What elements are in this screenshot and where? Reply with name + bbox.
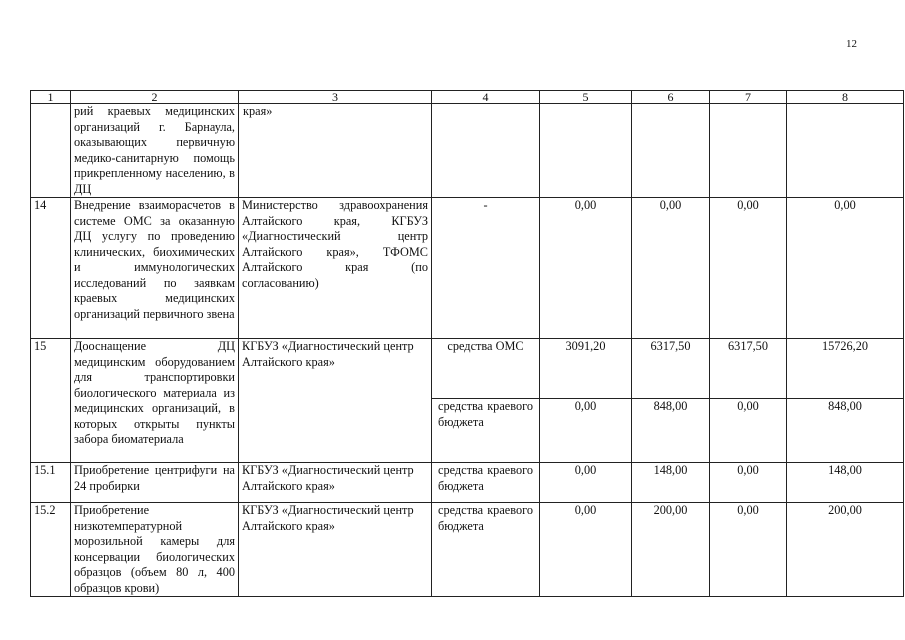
table-row [31,503,904,597]
value-col7: 6317,50 [710,339,787,399]
header-cell: 2 [71,91,239,104]
funding-source: средства ОМС [432,339,540,399]
funding-source [432,463,540,503]
value-col6: 6317,50 [632,339,710,399]
header-cell: 7 [710,91,787,104]
funding-source-text: средства краевого бюджета [438,463,533,493]
row-executor: КГБУЗ «Диагностический центр Алтайского края» [239,339,432,463]
value-col5: 0,00 [540,463,632,503]
value-col8: 148,00 [787,463,904,503]
funding-source: - [432,198,540,339]
value-col5: 3091,20 [540,339,632,399]
row-executor: Министерство здравоохранения Алтайского края, КГБУЗ «Диагностический центр Алтайского края», ТФОМС Алтайского края (по согласованию) [239,198,432,339]
header-cell: 4 [432,91,540,104]
value-col5: 0,00 [540,399,632,463]
empty-cell [787,104,904,198]
row-number: 15 [31,339,71,463]
row-number: 15.1 [31,463,71,503]
table-row [31,198,904,339]
value-col6: 148,00 [632,463,710,503]
value-col5: 0,00 [540,198,632,339]
row-description: Приобретение центрифуги на 24 пробирки [71,463,239,503]
header-cell: 8 [787,91,904,104]
row-executor: КГБУЗ «Диагностический центр Алтайского края» [239,463,432,503]
value-col6: 848,00 [632,399,710,463]
program-table [30,90,904,597]
value-col7: 0,00 [710,399,787,463]
row-executor: КГБУЗ «Диагностический центр Алтайского края» [239,503,432,597]
value-col7: 0,00 [710,463,787,503]
value-col6: 0,00 [632,198,710,339]
funding-source-text: средства краевого бюджета [438,399,533,429]
row-description: Дооснащение ДЦ медицинским оборудованием для транспортировки биологического материала из медицинских организаций, в которых открыты пункты забора биоматериала [71,339,239,463]
value-col8: 0,00 [787,198,904,339]
table-row [31,339,904,399]
row-description: рий краевых медицинских организаций г. Барнаула, оказывающих первичную медико-санитарную помощь прикрепленному населению, в ДЦ [71,104,239,198]
empty-cell [632,104,710,198]
header-cell: 6 [632,91,710,104]
row-description: Внедрение взаиморасчетов в системе ОМС за оказанную ДЦ услугу по проведению клинических, биохимических и иммунологических исследований по заявкам краевых медицинских организаций первичного звена [71,198,239,339]
table-row [31,463,904,503]
empty-cell [710,104,787,198]
value-col8: 200,00 [787,503,904,597]
value-col7: 0,00 [710,503,787,597]
row-description: Приобретение низкотемпературной морозильной камеры для консервации биологических образцов (объем 80 л, 400 образцов крови) [71,503,239,597]
header-cell: 3 [239,91,432,104]
funding-source [432,503,540,597]
value-col7: 0,00 [710,198,787,339]
value-col8: 15726,20 [787,339,904,399]
empty-cell [540,104,632,198]
row-executor: края» [239,104,432,198]
page-number: 12 [846,38,857,50]
row-number: 14 [31,198,71,339]
row-number [31,104,71,198]
header-cell: 5 [540,91,632,104]
funding-source [432,399,540,463]
value-col6: 200,00 [632,503,710,597]
funding-source-text: средства краевого бюджета [438,503,533,533]
header-row [31,91,904,104]
value-col8: 848,00 [787,399,904,463]
value-col5: 0,00 [540,503,632,597]
empty-cell [432,104,540,198]
header-cell: 1 [31,91,71,104]
row-number: 15.2 [31,503,71,597]
table-row [31,104,904,198]
